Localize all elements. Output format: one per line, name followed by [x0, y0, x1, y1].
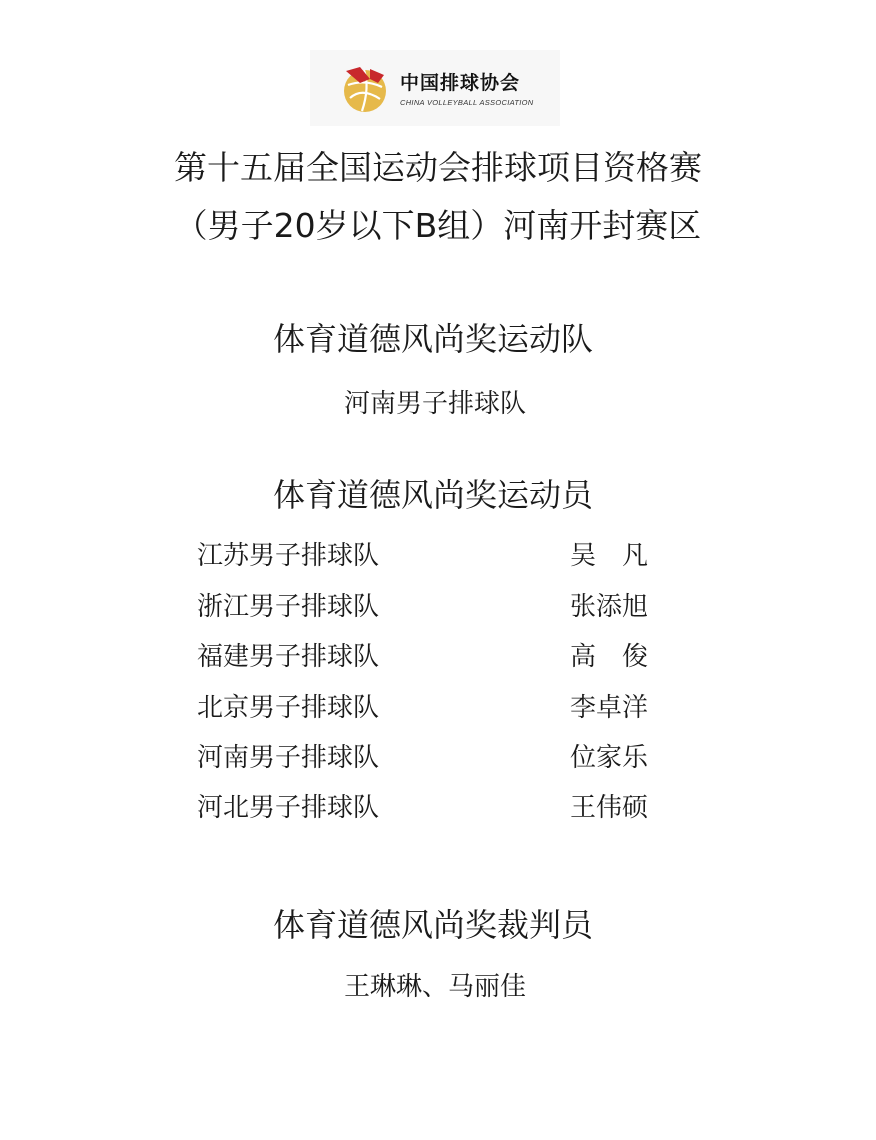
athlete-name: 高 俊 [570, 642, 649, 672]
section-heading-referee-award: 体育道德风尚奖裁判员 [272, 906, 593, 944]
team-award-winner: 河南男子排球队 [343, 389, 526, 419]
athlete-award-row [0, 586, 876, 626]
athlete-team: 河南男子排球队 [197, 743, 380, 773]
athlete-team: 浙江男子排球队 [197, 592, 380, 622]
referee-award-winners: 王琳琳、马丽佳 [343, 972, 526, 1002]
logo-english-text: CHINA VOLLEYBALL ASSOCIATION [400, 98, 534, 107]
athlete-award-row [0, 535, 876, 575]
athlete-team: 福建男子排球队 [197, 642, 380, 672]
logo-chinese-text: 中国排球协会 [400, 72, 521, 94]
athlete-name: 李卓洋 [570, 693, 649, 723]
section-heading-athlete-award: 体育道德风尚奖运动员 [272, 476, 593, 514]
athlete-award-row [0, 636, 876, 676]
athlete-award-row [0, 787, 876, 827]
athlete-team: 北京男子排球队 [197, 693, 380, 723]
document-title-line-1: 第十五届全国运动会排球项目资格赛 [174, 148, 702, 187]
athlete-name: 吴 凡 [570, 541, 649, 571]
athlete-team: 河北男子排球队 [197, 793, 380, 823]
athlete-award-row [0, 737, 876, 777]
athlete-name: 王伟硕 [570, 793, 649, 823]
document-title-line-2: （男子20岁以下B组）河南开封赛区 [174, 206, 702, 245]
athlete-team: 江苏男子排球队 [197, 541, 380, 571]
volleyball-logo-icon [340, 65, 390, 115]
association-logo [310, 50, 560, 126]
athlete-name: 位家乐 [570, 743, 649, 773]
athlete-name: 张添旭 [570, 592, 649, 622]
athlete-award-row [0, 687, 876, 727]
section-heading-team-award: 体育道德风尚奖运动队 [272, 320, 593, 358]
